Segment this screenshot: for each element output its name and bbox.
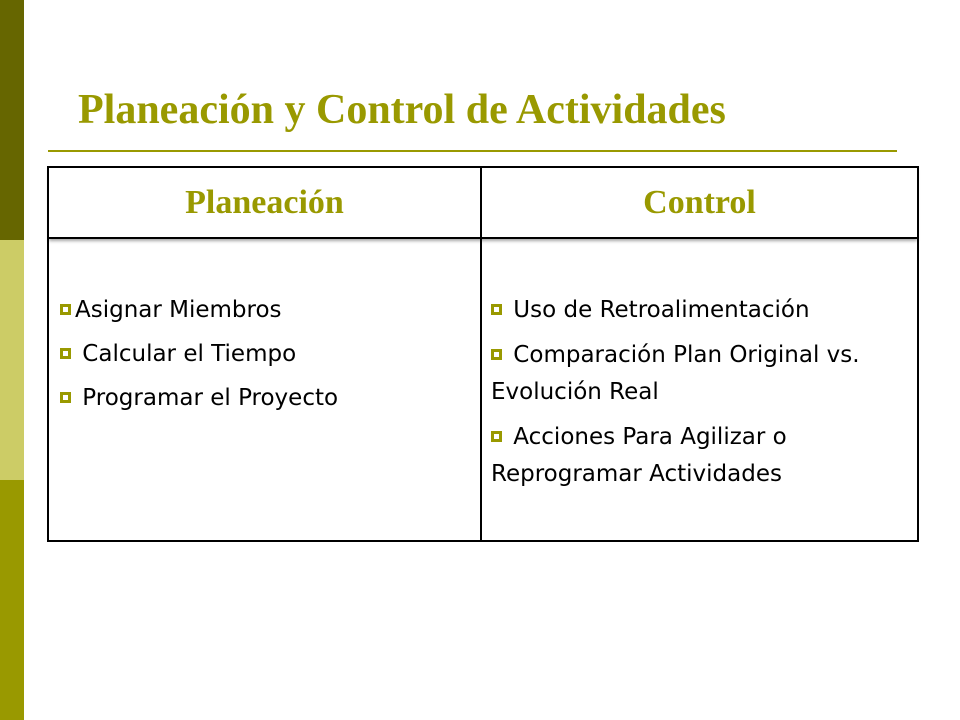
list-item-text: Acciones Para Agilizar o Reprogramar Actividades bbox=[491, 424, 795, 487]
side-bar-dark-segment bbox=[0, 0, 24, 240]
list-item bbox=[60, 380, 470, 416]
list-item bbox=[491, 292, 911, 329]
table-header-row bbox=[49, 168, 917, 239]
list-item bbox=[491, 419, 911, 493]
list-item-text: Asignar Miembros bbox=[75, 297, 282, 323]
control-list bbox=[491, 292, 911, 501]
side-bar-mid-segment bbox=[0, 480, 24, 720]
title-underline bbox=[48, 150, 897, 152]
square-bullet-icon bbox=[60, 348, 71, 359]
slide-title: Planeación y Control de Actividades bbox=[78, 87, 726, 133]
header-planeacion: Planeación bbox=[185, 183, 344, 221]
list-item-text: Uso de Retroalimentación bbox=[506, 297, 810, 323]
list-item bbox=[60, 336, 470, 372]
list-item-text: Programar el Proyecto bbox=[75, 385, 339, 411]
list-item-text: Comparación Plan Original vs. Evolución Real bbox=[491, 342, 867, 405]
list-item bbox=[60, 292, 470, 328]
column-divider bbox=[480, 168, 482, 540]
square-bullet-icon bbox=[491, 431, 502, 442]
list-item-text: Calcular el Tiempo bbox=[75, 341, 297, 367]
side-bar-light-segment bbox=[0, 240, 24, 480]
side-accent-bar bbox=[0, 0, 24, 720]
header-control: Control bbox=[643, 183, 756, 221]
comparison-table bbox=[47, 166, 919, 542]
square-bullet-icon bbox=[60, 304, 71, 315]
square-bullet-icon bbox=[60, 392, 71, 403]
list-item bbox=[491, 337, 911, 411]
planeacion-list bbox=[60, 292, 470, 424]
square-bullet-icon bbox=[491, 304, 502, 315]
square-bullet-icon bbox=[491, 349, 502, 360]
